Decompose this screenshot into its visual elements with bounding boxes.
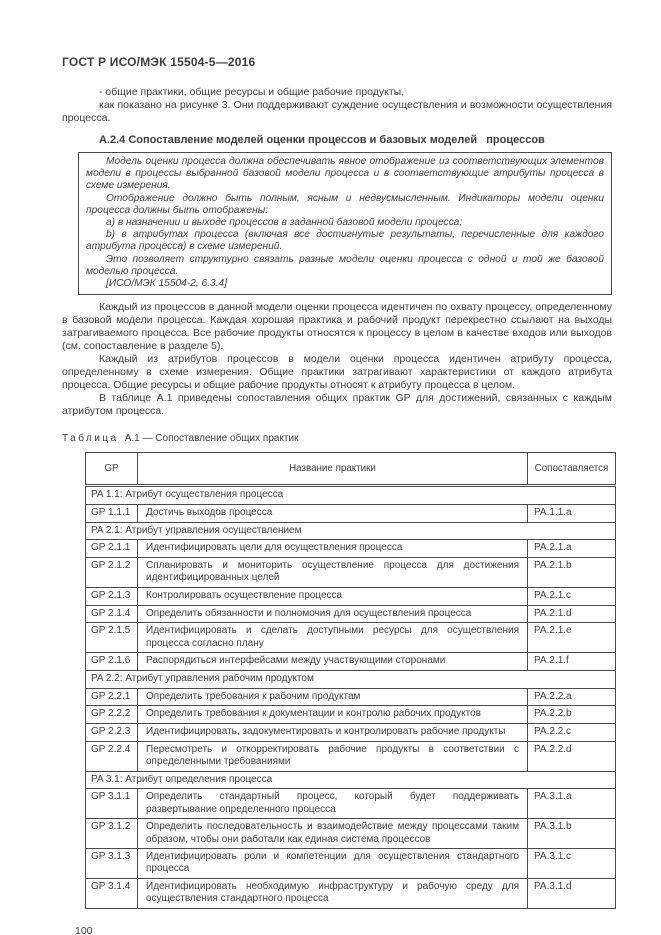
practice-name: Определить требования к документации и контролю рабочих продуктов (138, 706, 528, 724)
gp-id: GP 2.1.3 (86, 587, 138, 605)
practice-name: Идентифицировать и сделать доступными ресурсы для осуществления процесса согласно плану (138, 623, 528, 653)
table-header-row (86, 453, 616, 486)
table-row (86, 724, 616, 742)
practice-name: Распорядиться интерфейсами между участвующими сторонами (138, 653, 528, 671)
table-caption-label: Таблица (62, 433, 119, 445)
mapping-value: PA.2.2.a (528, 688, 616, 706)
table-row (86, 688, 616, 706)
table-caption (62, 433, 612, 444)
practice-name: Идентифицировать, задокументировать и контролировать рабочие продукты (138, 724, 528, 742)
table-row (86, 741, 616, 771)
body-paragraph: В таблице А.1 приведены сопоставления общих практик GP для достижений, связанных с каждым атрибутом процесса. (62, 392, 612, 418)
table-section-row (86, 486, 616, 505)
attribute-section-label: PA 2.2: Атрибут управления рабочим продуктом (86, 670, 616, 688)
gp-id: GP 2.2.1 (86, 688, 138, 706)
gp-id: GP 2.2.2 (86, 706, 138, 724)
mapping-value: PA.3.1.a (528, 789, 616, 819)
mapping-value: PA.2.1.a (528, 540, 616, 558)
gp-id: GP 2.1.6 (86, 653, 138, 671)
gp-id: GP 3.1.1 (86, 789, 138, 819)
mapping-value: PA.2.1.b (528, 558, 616, 588)
column-header-gp: GP (86, 453, 138, 486)
intro-paragraph: как показано на рисунке 3. Они поддерживают суждение осуществления и возможности осуществления процесса. (62, 99, 612, 124)
practice-name: Спланировать и мониторить осуществление процесса для достижения идентифицированных целей (138, 558, 528, 588)
table-row (86, 504, 616, 522)
mapping-value: PA.2.1.e (528, 623, 616, 653)
mapping-value: PA.2.2.b (528, 706, 616, 724)
practice-name: Достичь выходов процесса (138, 504, 528, 522)
general-practices-table (85, 452, 616, 909)
attribute-section-label: PA 1.1: Атрибут осуществления процесса (86, 486, 616, 505)
column-header-practice-name: Название практики (138, 453, 528, 486)
table-row (86, 623, 616, 653)
table-row (86, 849, 616, 879)
practice-name: Определить требования к рабочим продуктам (138, 688, 528, 706)
quote-paragraph: Отображение должно быть полным, ясным и недвусмысленным. Индикаторы модели оценки процесса должны быть отображены: (86, 192, 604, 216)
quote-source-reference: [ИСО/МЭК 15504-2, 6.3.4] (106, 278, 228, 290)
attribute-section-label: PA 3.1: Атрибут определения процесса (86, 771, 616, 789)
quote-list-item-b: b) в атрибутах процесса (включая все достигнутые результаты, перечисленные для каждого атрибута процесса) в схеме измерений. (86, 229, 604, 253)
mapping-value: PA.3.1.d (528, 879, 616, 909)
table-row (86, 558, 616, 588)
mapping-value: PA.2.1.c (528, 587, 616, 605)
table-section-row (86, 771, 616, 789)
table-row (86, 587, 616, 605)
practice-name: Определить обязанности и полномочия для осуществления процесса (138, 605, 528, 623)
gp-id: GP 3.1.4 (86, 879, 138, 909)
practice-name: Идентифицировать необходимую инфраструктуру и рабочую среду для осуществления стандартного процесса (138, 879, 528, 909)
practice-name: Определить последовательность и взаимодействие между процессами таким образом, чтобы они работали как единая система процессов (138, 819, 528, 849)
mapping-value: PA.3.1.c (528, 849, 616, 879)
document-standard-header: ГОСТ Р ИСО/МЭК 15504-5—2016 (62, 55, 256, 69)
normative-quote-box (78, 152, 612, 295)
mapping-value: PA.1.1.a (528, 504, 616, 522)
practice-name: Определить стандартный процесс, который будет поддерживать развертывание определенного процесса (138, 789, 528, 819)
table-row (86, 540, 616, 558)
gp-id: GP 2.1.5 (86, 623, 138, 653)
attribute-section-label: PA 2.1: Атрибут управления осуществлением (86, 522, 616, 540)
intro-bullet-line: - общие практики, общие ресурсы и общие рабочие продукты, (99, 86, 405, 98)
table-row (86, 706, 616, 724)
quote-paragraph: Это позволяет структурно связать разные модели оценки процесса с одной и той же базовой моделью процесса. (86, 253, 604, 277)
section-heading-a24: А.2.4 Сопоставление моделей оценки процессов и базовых моделей процессов (99, 134, 545, 146)
table-section-row (86, 670, 616, 688)
practice-name: Идентифицировать цели для осуществления процесса (138, 540, 528, 558)
table-section-row (86, 522, 616, 540)
gp-id: GP 2.1.4 (86, 605, 138, 623)
column-header-mapping: Сопоставляется (528, 453, 616, 486)
quote-paragraph: Модель оценки процесса должна обеспечивать явное отображение из соответствующих элементов модели в процессы выбранной базовой модели процесса и в соответствующие атрибуты процесса в схеме измерения. (86, 156, 604, 192)
gp-id: GP 2.2.3 (86, 724, 138, 742)
mapping-value: PA.2.2.c (528, 724, 616, 742)
practice-name: Пересмотреть и откорректировать рабочие продукты в соответствии с определенными требованиями (138, 741, 528, 771)
practice-name: Контролировать осуществление процесса (138, 587, 528, 605)
gp-id: GP 3.1.2 (86, 819, 138, 849)
practice-name: Идентифицировать роли и компетенции для осуществления стандартного процесса (138, 849, 528, 879)
table-row (86, 653, 616, 671)
table-row (86, 819, 616, 849)
table-row (86, 789, 616, 819)
gp-id: GP 3.1.3 (86, 849, 138, 879)
gp-id: GP 2.1.2 (86, 558, 138, 588)
quote-list-item-a: a) в назначении и выходе процессов в заданной базовой модели процесса; (106, 217, 463, 229)
mapping-value: PA.2.1.d (528, 605, 616, 623)
mapping-value: PA.3.1.b (528, 819, 616, 849)
page-number: 100 (75, 925, 93, 935)
body-paragraph: Каждый из процессов в данной модели оценки процесса идентичен по охвату процессу, определенному в базовой модели процесса. Каждая хорошая практика и рабочий продукт перекрестно ссылают на выходы затрагиваемого процесса. Все рабочие продукты относятся к процессу в целом в качестве входов или выходов (см. сопоставление в разделе 5). (62, 301, 612, 353)
body-paragraph: Каждый из атрибутов процессов в модели оценки процесса идентичен атрибуту процесса, определенному в схеме измерения. Общие практики затрагивают характеристики от каждого атрибута процесса. Общие ресурсы и общие рабочие продукты относят к атрибуту процесса в целом. (62, 353, 612, 392)
gp-id: GP 2.1.1 (86, 540, 138, 558)
gp-id: GP 2.2.4 (86, 741, 138, 771)
table-row (86, 605, 616, 623)
mapping-value: PA.2.1.f (528, 653, 616, 671)
gp-id: GP 1.1.1 (86, 504, 138, 522)
mapping-value: PA.2.2.d (528, 741, 616, 771)
table-caption-text: А.1 — Сопоставление общих практик (124, 433, 299, 445)
table-row (86, 879, 616, 909)
